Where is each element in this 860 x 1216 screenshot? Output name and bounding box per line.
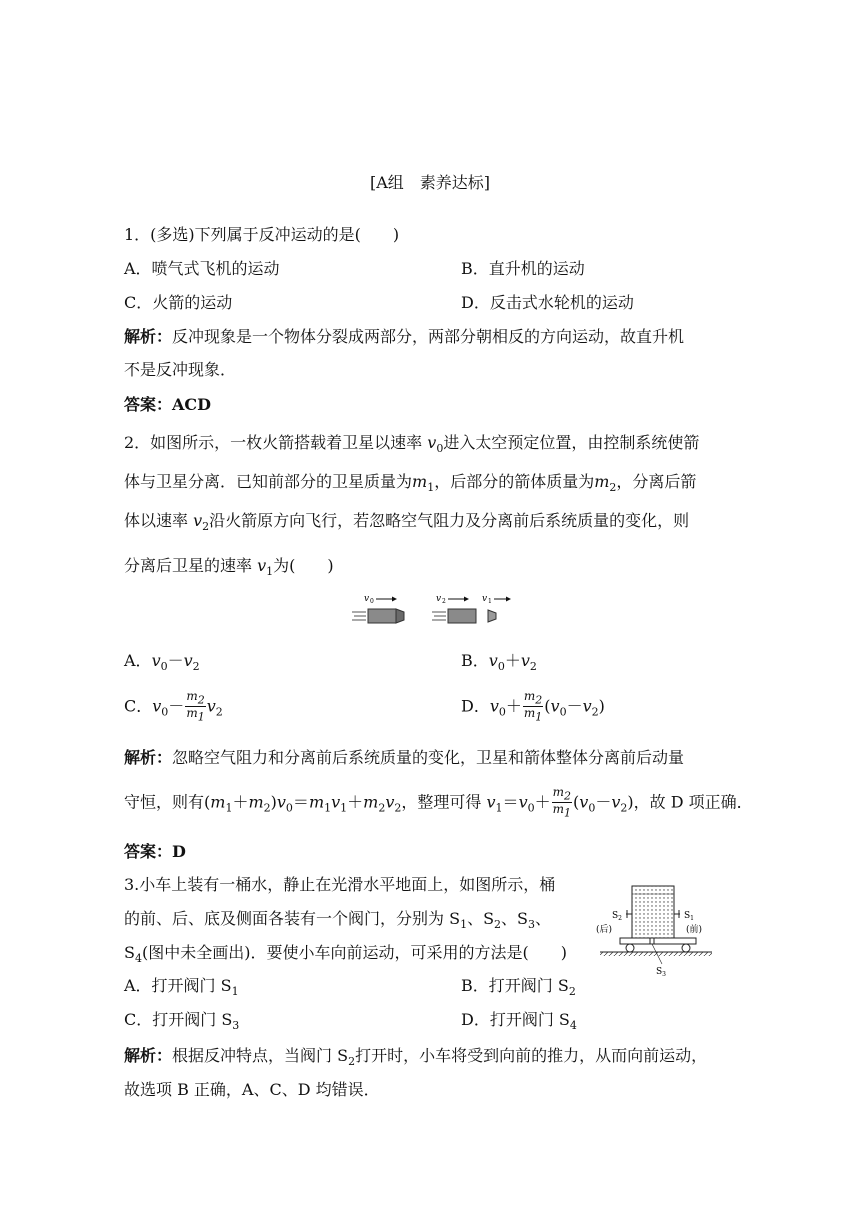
q3-analysis-cont: 故选项 B 正确，A、C、D 均错误． [124,1080,380,1099]
svg-text:S1: $S_1$ [684,911,694,922]
svg-text:2: 2 [442,598,446,605]
q2-option-a: A．$v_0-v_2$ [124,651,200,674]
q3-stem-line1: 3.小车上装有一桶水，静止在光滑水平地面上，如图所示，桶 [124,875,556,894]
q3-option-d: D．打开阀门 $S_4$ [461,1010,577,1033]
svg-text:0: 0 [370,598,374,605]
q2-stem-line2: 体与卫星分离．已知前部分的卫星质量为$m_1$，后部分的箭体质量为$m_2$，分离后箭 [124,472,697,495]
q1-analysis-cont: 不是反冲现象． [124,360,237,379]
svg-text:v: v [482,594,488,604]
q2-option-b: B．$v_0+v_2$ [461,651,537,674]
q1-option-a: A．喷气式飞机的运动 [124,259,280,278]
q1-option-b: B．直升机的运动 [461,259,585,278]
q2-answer: 答案：D [124,842,186,861]
q2-option-c: C．$v_0-$ $\frac{m_2}{m_1}$ $v_2$ [124,689,223,724]
q3-option-c: C．打开阀门 $S_3$ [124,1010,240,1033]
q2-stem-line1: 2．如图所示，一枚火箭搭载着卫星以速率 $v_0$进入太空预定位置，由控制系统使箭 [124,433,700,456]
q3-option-a: A．打开阀门 $S_1$ [124,976,239,999]
q2-analysis: 解析：忽略空气阻力和分离前后系统质量的变化，卫星和箭体整体分离前后动量 [124,748,685,767]
q3-stem-line2: 的前、后、底及侧面各装有一个阀门，分别为 $S_1$、$S_2$、$S_3$、 [124,909,552,932]
q3-option-b: B．打开阀门 $S_2$ [461,976,576,999]
svg-text:v: v [436,594,442,604]
q2-analysis-cont: 守恒，则有$(m_1+m_2)v_0=m_1v_1+m_2v_2$，整理可得 $v_1=v_0+$ $\frac{m_2}{m_1}$ $(v_0-v_2)$，故 D 项正确． [124,785,753,820]
q2-stem-line4: 分离后卫星的速率 $v_1$为( ) [124,556,334,579]
section-title: [A组 素养达标] [369,173,491,192]
q3-stem-line3: $S_4$(图中未全画出)．要使小车向前运动，可采用的方法是( ) [124,943,567,966]
rocket-figure [350,592,520,632]
q1-stem: 1．(多选)下列属于反冲运动的是( ) [124,225,400,244]
svg-text:v: v [364,594,370,604]
fig-back-label: (后) [596,925,613,935]
water-cart-figure [590,880,715,978]
q2-stem-line3: 体以速率 $v_2$沿火箭原方向飞行，若忽略空气阻力及分离前后系统质量的变化，则 [124,511,690,534]
q1-analysis: 解析：反冲现象是一个物体分裂成两部分，两部分朝相反的方向运动，故直升机 [124,327,685,346]
q2-option-d: D．$v_0+$ $\frac{m_2}{m_1}$ $(v_0-v_2)$ [461,689,605,724]
q3-analysis: 解析：根据反冲特点，当阀门 $S_2$打开时，小车将受到向前的推力，从而向前运动， [124,1046,708,1069]
svg-text:1: 1 [488,598,492,605]
q1-option-d: D．反击式水轮机的运动 [461,293,634,312]
svg-text:S2: $S_2$ [612,911,622,922]
q1-answer: 答案：ACD [124,395,212,414]
svg-text:S3: $S_3$ [656,967,666,978]
q1-option-c: C．火箭的运动 [124,293,233,312]
fig-front-label: (前) [686,925,703,935]
